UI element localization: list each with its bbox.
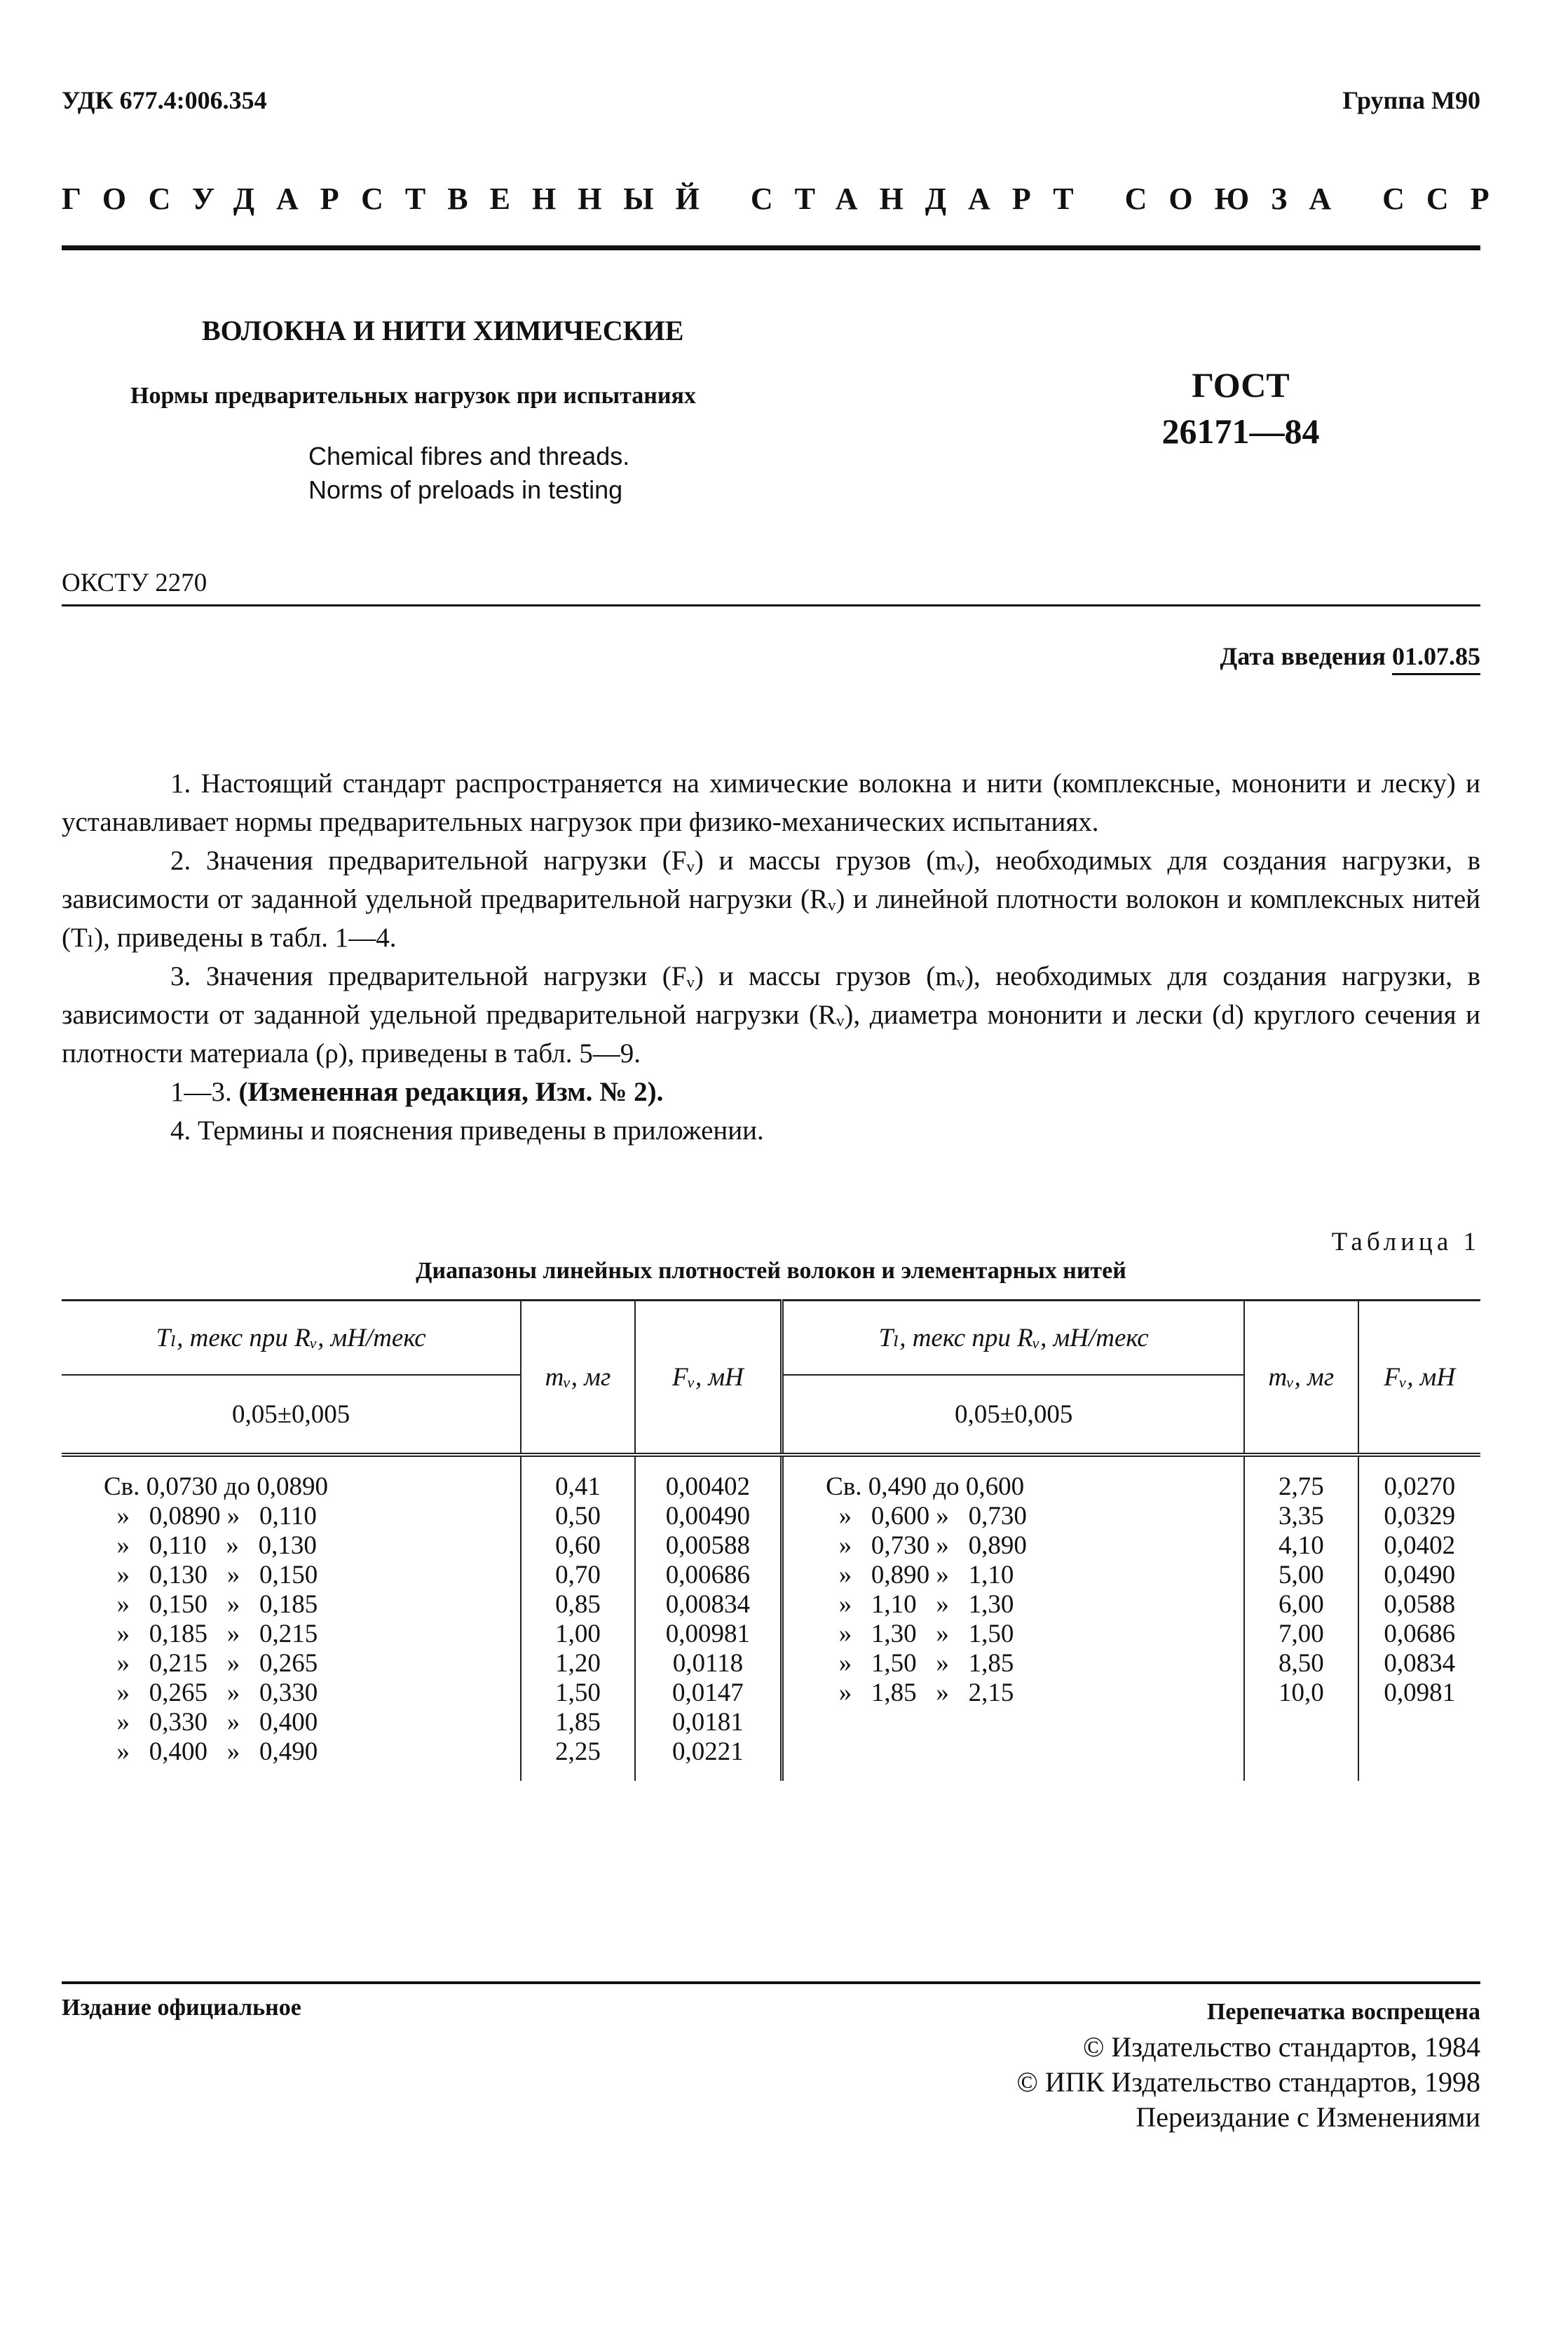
reissue-notice: Переиздание с Изменениями [1136,2101,1480,2133]
header-linear-density: Tₗ, текс при Rᵥ, мН/текс [62,1301,521,1376]
mass-cell: 0,85 [521,1590,634,1620]
range-cell: » 0,185 » 0,215 [104,1620,318,1648]
force-cell: 0,0329 [1358,1502,1481,1531]
paragraph-3: 3. Значения предварительной нагрузки (Fᵥ) и массы грузов (mᵥ), необходимых для создания нагрузки, в зависимости от заданной удельной предварительной нагрузки (Rᵥ), диаметра мононити и лески (d) круглого сечения и плотности материала (ρ), приведены в табл. 5—9. [62,961,1480,1068]
paragraph-4: 4. Термины и пояснения приведены в приложении. [170,1115,764,1146]
copyright-1984: © Издательство стандартов, 1984 [1082,2031,1480,2063]
header-force-right: Fᵥ, мН [1358,1301,1481,1456]
mass-cell: 2,75 [1244,1455,1358,1502]
header-mass: mᵥ, мг [521,1301,634,1456]
range-cell: Св. 0,490 до 0,600 [782,1455,1245,1502]
range-cell: » 1,30 » 1,50 [782,1620,1245,1649]
force-cell: 0,0686 [1358,1620,1481,1649]
official-edition: Издание официальное [62,1995,301,2021]
force-cell [1358,1708,1481,1737]
force-cell: 0,00490 [635,1502,782,1531]
force-cell: 0,0118 [635,1649,782,1678]
range-cell: Св. 0,0730 до 0,0890 [104,1472,328,1501]
mass-cell: 0,41 [521,1455,634,1502]
table-row [62,1678,1480,1708]
copyright-block [1017,1995,1480,2135]
paragraph-2: 2. Значения предварительной нагрузки (Fᵥ) и массы грузов (mᵥ), необходимых для создания нагрузки, в зависимости от заданной удельной предварительной нагрузки (Rᵥ) и линейной плотности волокон и комплексных нитей (Tₗ), приведены в табл. 1—4. [62,846,1480,953]
force-cell: 0,0588 [1358,1590,1481,1620]
force-cell: 0,0181 [635,1708,782,1737]
mass-cell: 6,00 [1244,1590,1358,1620]
table-row [62,1620,1480,1649]
force-cell [1358,1737,1481,1781]
range-cell: » 0,265 » 0,330 [104,1678,318,1707]
force-cell: 0,00686 [635,1561,782,1590]
english-title-line2: Norms of preloads in testing [308,475,623,504]
header-preload-value: 0,05±0,005 [231,1399,350,1429]
mass-cell: 8,50 [1244,1649,1358,1678]
mass-cell: 3,35 [1244,1502,1358,1531]
force-cell: 0,0147 [635,1678,782,1708]
force-cell: 0,0834 [1358,1649,1481,1678]
effective-date [1220,642,1481,671]
force-cell: 0,00834 [635,1590,782,1620]
group-code: Группа М90 [1342,86,1480,114]
copyright-1998: © ИПК Издательство стандартов, 1998 [1016,2066,1480,2098]
table-row [62,1561,1480,1590]
footer-rule [62,1981,1480,1984]
amendment-text: (Измененная редакция, Изм. № 2). [238,1077,664,1107]
effective-date-value: 01.07.85 [1392,642,1480,675]
mass-cell: 1,85 [521,1708,634,1737]
state-standard-heading: ГОСУДАРСТВЕННЫЙ СТАНДАРТ СОЮЗА ССР [62,182,1511,216]
gost-number: 26171—84 [1161,412,1320,451]
effective-date-label: Дата введения [1220,642,1386,670]
mass-cell: 4,10 [1244,1531,1358,1561]
mass-cell: 1,20 [521,1649,634,1678]
mass-cell: 5,00 [1244,1561,1358,1590]
range-cell: » 0,330 » 0,400 [104,1708,318,1737]
preload-table [62,1299,1480,1781]
mass-cell: 1,50 [521,1678,634,1708]
mass-cell: 2,25 [521,1737,634,1781]
table-row [62,1455,1480,1502]
table-title: Диапазоны линейных плотностей волокон и элементарных нитей [416,1258,1126,1284]
range-cell: » 1,85 » 2,15 [782,1678,1245,1708]
table-row [62,1502,1480,1531]
amendment-prefix: 1—3. [170,1077,239,1107]
force-cell: 0,0221 [635,1737,782,1781]
table-row [62,1590,1480,1620]
range-cell: » 0,150 » 0,185 [104,1590,318,1619]
force-cell: 0,0402 [1358,1531,1481,1561]
range-cell: » 0,400 » 0,490 [104,1737,318,1766]
header-mass-right: mᵥ, мг [1244,1301,1358,1456]
force-cell: 0,0490 [1358,1561,1481,1590]
mass-cell [1244,1737,1358,1781]
header-linear-density-right: Tₗ, текс при Rᵥ, мН/текс [782,1301,1245,1376]
reprint-notice: Перепечатка воспрещена [1206,1999,1480,2025]
mass-cell [1244,1708,1358,1737]
mass-cell: 0,60 [521,1531,634,1561]
table-row [62,1531,1480,1561]
range-cell: » 0,730 » 0,890 [782,1531,1245,1561]
amendment-note [62,1073,1480,1111]
force-cell: 0,0270 [1358,1455,1481,1502]
mass-cell: 1,00 [521,1620,634,1649]
header-preload-value-right: 0,05±0,005 [782,1375,1245,1455]
header-force: Fᵥ, мН [635,1301,782,1456]
table-row [62,1737,1480,1781]
udk-code: УДК 677.4:006.354 [62,86,267,114]
range-cell: » 0,600 » 0,730 [782,1502,1245,1531]
table-row [62,1708,1480,1737]
mass-cell: 10,0 [1244,1678,1358,1708]
header-rule [62,245,1480,250]
force-cell: 0,00981 [635,1620,782,1649]
table-label: Таблица 1 [1331,1228,1480,1256]
range-cell: » 0,110 » 0,130 [104,1531,317,1560]
table-row [62,1649,1480,1678]
range-cell: » 0,130 » 0,150 [104,1561,318,1589]
force-cell: 0,00402 [635,1455,782,1502]
mass-cell: 0,70 [521,1561,634,1590]
range-cell: » 0,890 » 1,10 [782,1561,1245,1590]
paragraph-1: 1. Настоящий стандарт распространяется на химические волокна и нити (комплексные, мононити и леску) и устанавливает нормы предварительных нагрузок при физико-механических испытаниях. [62,768,1480,837]
force-cell: 0,00588 [635,1531,782,1561]
okstu-code: ОКСТУ 2270 [62,569,207,597]
mass-cell: 7,00 [1244,1620,1358,1649]
range-cell: » 1,10 » 1,30 [782,1590,1245,1620]
range-cell: » 1,50 » 1,85 [782,1649,1245,1678]
gost-label: ГОСТ [1192,365,1290,405]
document-title: ВОЛОКНА И НИТИ ХИМИЧЕСКИЕ [202,315,684,346]
english-title-line1: Chemical fibres and threads. [308,442,630,470]
range-cell [782,1708,1245,1737]
body-text [62,764,1480,1150]
range-cell: » 0,0890 » 0,110 [104,1502,317,1531]
force-cell: 0,0981 [1358,1678,1481,1708]
document-subtitle: Нормы предварительных нагрузок при испытаниях [130,383,696,409]
okstu-rule [62,604,1480,606]
range-cell: » 0,215 » 0,265 [104,1649,318,1678]
range-cell [782,1737,1245,1781]
mass-cell: 0,50 [521,1502,634,1531]
